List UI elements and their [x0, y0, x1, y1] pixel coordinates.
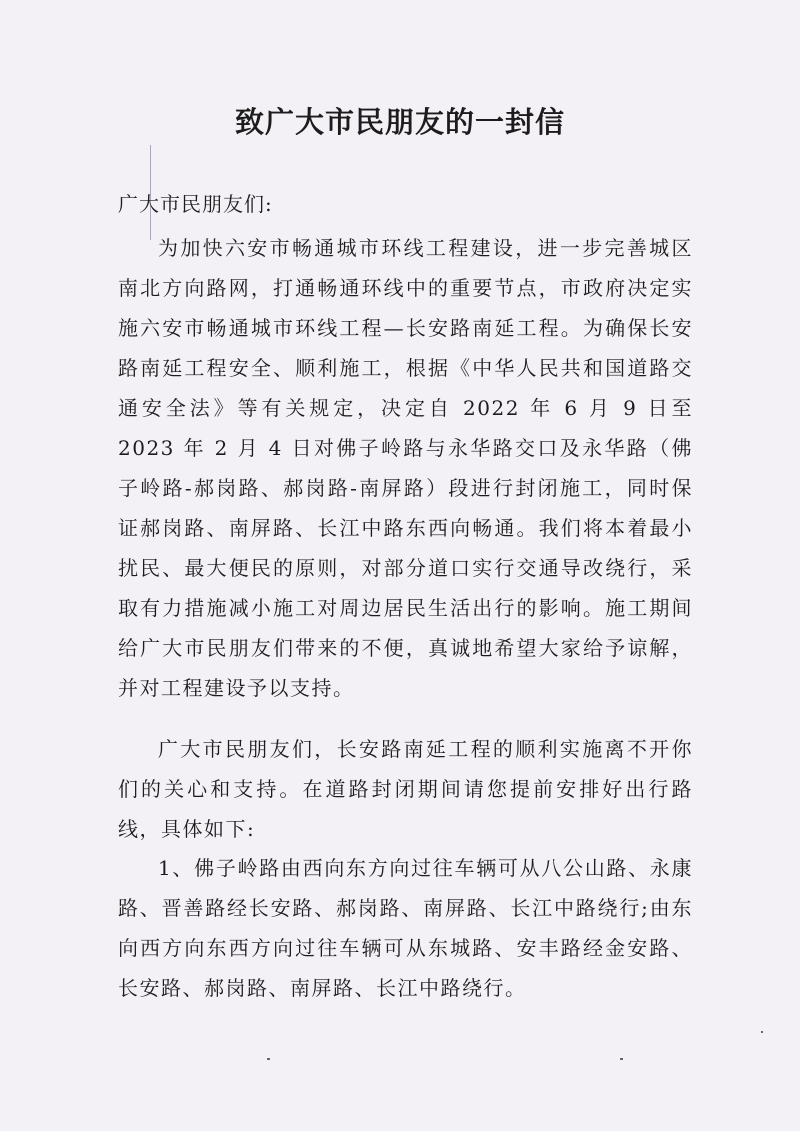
scan-speck: [761, 1031, 763, 1033]
body-paragraph-2: 广大市民朋友们，长安路南延工程的顺利实施离不开你们的关心和支持。在道路封闭期间请您提前安排好出行路线，具体如下:: [118, 737, 693, 841]
scan-speck: [267, 1058, 270, 1060]
body-paragraph-3: 1、佛子岭路由西向东方向过往车辆可从八公山路、永康路、晋善路经长安路、郝岗路、南屏路、长江中路绕行;由东向西方向东西方向过往车辆可从东城路、安丰路经金安路、长安路、郝岗路、南屏路、长江中路绕行。: [118, 856, 693, 1000]
scan-speck: [620, 1058, 623, 1060]
body-paragraph-1: 为加快六安市畅通城市环线工程建设，进一步完善城区南北方向路网，打通畅通环线中的重要节点，市政府决定实施六安市畅通城市环线工程—长安路南延工程。为确保长安路南延工程安全、顺利施工，根据《中华人民共和国道路交通安全法》等有关规定，决定自 2022 年 6 月 9 日至 2023 年 2 月 4 日对佛子岭路与永华路交口及永华路（佛子岭路-郝岗路、郝岗路-南屏路）段进行封闭施工，同时保证郝岗路、南屏路、长江中路东西向畅通。我们将本着最小扰民、最大便民的原则，对部分道口实行交通导改绕行，采取有力措施减小施工对周边居民生活出行的影响。施工期间给广大市民朋友们带来的不便，真诚地希望大家给予谅解，并对工程建设予以支持。: [118, 236, 693, 700]
salutation: 广大市民朋友们:: [118, 192, 273, 216]
page-title: 致广大市民朋友的一封信: [234, 105, 565, 139]
